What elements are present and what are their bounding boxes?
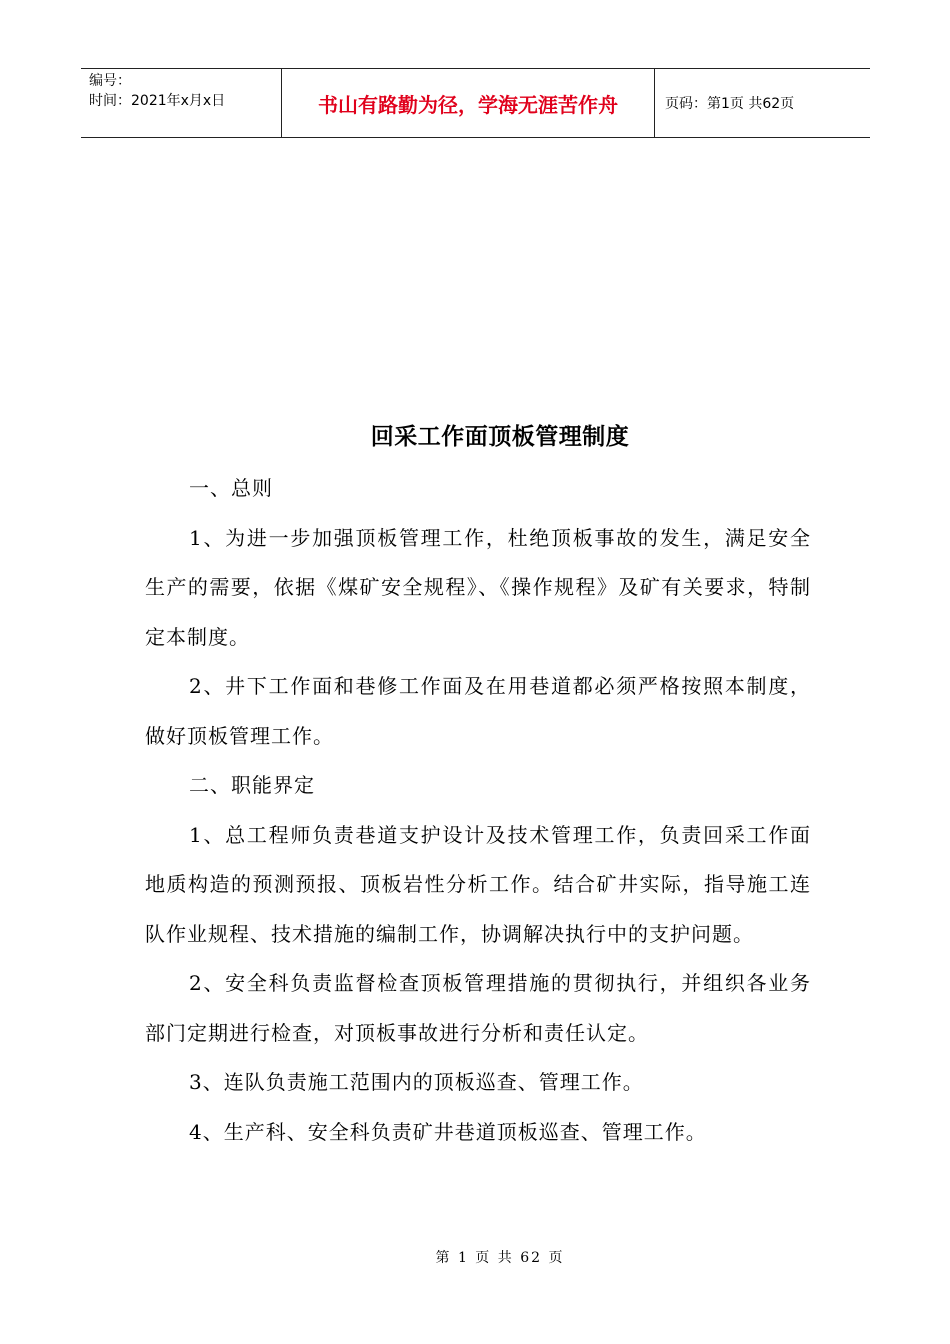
paragraph: 2、安全科负责监督检查顶板管理措施的贯彻执行，并组织各业务部门定期进行检查，对顶板事故进行分析和责任认定。 [145,971,811,1045]
document-date-label: 时间：2021年x月x日 [89,93,226,109]
header-motto: 书山有路勤为径，学海无涯苦作舟 [281,69,655,137]
section-heading-responsibilities: 二、职能界定 [189,773,315,797]
document-title: 回采工作面顶板管理制度 [370,424,630,450]
paragraph: 1、为进一步加强顶板管理工作，杜绝顶板事故的发生，满足安全生产的需要，依据《煤矿安全规程》、《操作规程》及矿有关要求，特制定本制度。 [145,525,811,649]
page-footer: 第 1 页 共 62 页 [435,1250,565,1266]
section-heading-general: 一、总则 [189,476,273,500]
paragraph: 4、生产科、安全科负责矿井巷道顶板巡查、管理工作。 [189,1119,707,1144]
paragraph: 2、井下工作面和巷修工作面及在用巷道都必须严格按照本制度，做好顶板管理工作。 [145,674,811,748]
paragraph: 3、连队负责施工范围内的顶板巡查、管理工作。 [189,1070,644,1094]
page-header [81,68,870,138]
paragraph: 1、总工程师负责巷道支护设计及技术管理工作，负责回采工作面地质构造的预测预报、顶板岩性分析工作。结合矿井实际，指导施工连队作业规程、技术措施的编制工作，协调解决执行中的支护问题。 [145,822,811,946]
header-meta-cell [81,69,281,137]
header-page-info: 页码：第1页 共62页 [665,96,795,112]
document-number-label: 编号： [89,73,131,89]
document-body [145,464,811,1157]
